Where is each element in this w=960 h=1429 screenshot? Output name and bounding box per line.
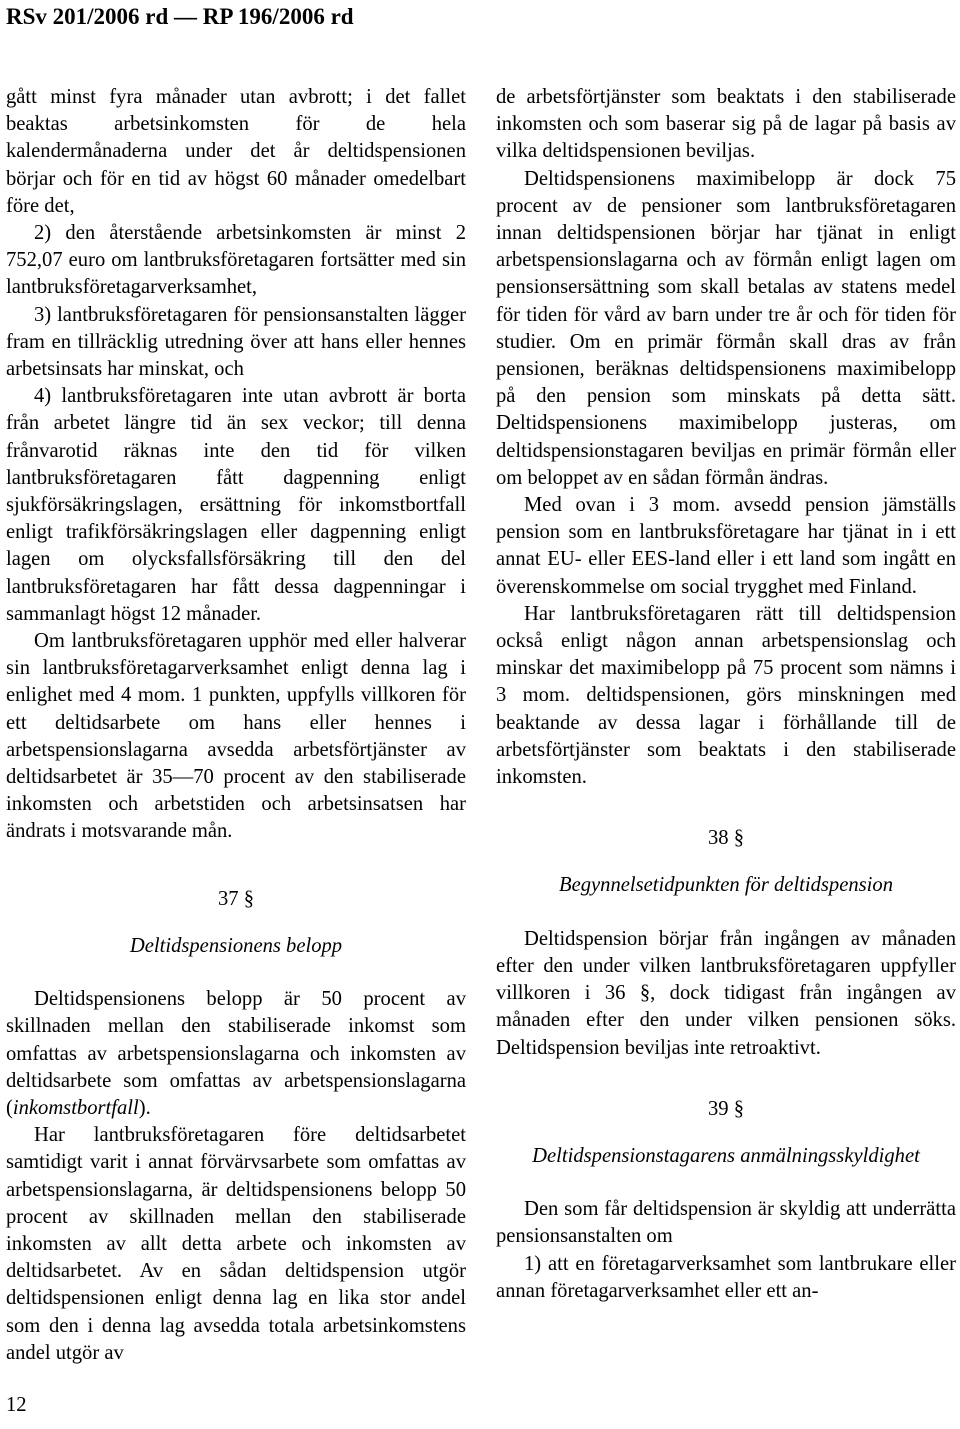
- paragraph: 1) att en företagarverksamhet som lantbrukare eller annan företagarverksamhet eller ett an-: [496, 1252, 956, 1302]
- section-title: Deltidspensionens belopp: [129, 934, 343, 957]
- text-run: Deltidspensionens belopp är 50 procent av skillnaden mellan den stabiliserade inkomst som omfattas av arbetspensionslagarna och inkomsten av deltidsarbete som omfattas av arbetspensionslagarna (: [6, 988, 466, 1119]
- paragraph: Den som får deltidspension är skyldig att underrätta pensionsanstalten om: [496, 1198, 956, 1248]
- section-number: 37 §: [217, 887, 255, 910]
- section-title: Deltidspensionstagarens anmälningsskyldighet: [532, 1144, 920, 1167]
- text-run: ).: [138, 1096, 151, 1119]
- page-number: 12: [6, 1394, 27, 1416]
- paragraph: Har lantbruksföretagaren rätt till deltidspension också enligt någon annan arbetspensionslag och minskar det maximibelopp på 75 procent som nämns i 3 mom. deltidspensionen, görs minskningen med beaktande av dessa lagar i förhållande till de arbetsförtjänster som beaktats i den stabiliserade inkomsten.: [496, 602, 956, 789]
- paragraph: Om lantbruksföretagaren upphör med eller halverar sin lantbruksföretagarverksamhet enligt denna lag i enlighet med 4 mom. 1 punkten, uppfylls villkoren för ett deltidsarbete om hans eller hennes i arbetspensionslagarna avsedda arbetsförtjänster av deltidsarbetet är 35—70 procent av den stabiliserade inkomsten och arbetstiden och arbetsinsatsen har ändrats i motsvarande mån.: [6, 630, 466, 843]
- section-title: Begynnelsetidpunkten för deltidspension: [558, 874, 893, 897]
- paragraph: gått minst fyra månader utan avbrott; i det fallet beaktas arbetsinkomsten för de hela kalendermånaderna under det år deltidspensionen börjar och för en tid av högst 60 månader omedelbart före det,: [6, 86, 466, 217]
- section-number: 39 §: [707, 1097, 745, 1120]
- paragraph: de arbetsförtjänster som beaktats i den stabiliserade inkomsten och som baserar sig på de lagar på basis av vilka deltidspensionen beviljas.: [496, 86, 956, 163]
- paragraph: 4) lantbruksföretagaren inte utan avbrott är borta från arbetet längre tid än sex veckor; till denna frånvarotid räknas inte den tid för vilken lantbruksföretagaren fått dagpenning enligt sjukförsäkringslagen, ersättning för inkomstbortfall enligt trafikförsäkringslagen eller dagpenning enligt lagen om olycksfallsförsäkring till den del lantbruksföretagaren har fått dessa dagpenningar i sammanlagt högst 12 månader.: [6, 385, 466, 625]
- paragraph: Med ovan i 3 mom. avsedd pension jämställs pension som en lantbruksföretagare har tjänat in i ett annat EU- eller EES-land eller i ett land som ingått en överenskommelse om social trygghet med Finland.: [496, 494, 956, 598]
- paragraph: Deltidspension börjar från ingången av månaden efter den under vilken lantbruksföretagaren uppfyller villkoren i 36 §, dock tidigast från ingången av månaden efter den under vilken pensionen söks. Deltidspension beviljas inte retroaktivt.: [496, 927, 956, 1059]
- paragraph: Deltidspensionens maximibelopp är dock 75 procent av de pensioner som lantbruksföretagaren innan deltidspensionen börjar har tjänat in enligt arbetspensionslagarna och av förmån enligt lagen om pensionsersättning som skall betalas av statens medel för tiden för vård av barn under tre år och för tiden för studier. Om en primär förmån skall dras av från pensionen, beräknas deltidspensionens maximibelopp på den pension som minskats på detta sätt. Deltidspensionens maximibelopp justeras, om deltidspensionstagaren beviljas en primär förmån eller om beloppet av en sådan förmån ändras.: [496, 167, 956, 489]
- paragraph: 3) lantbruksföretagaren för pensionsanstalten lägger fram en tillräcklig utredning över att hans eller hennes arbetsinsats har minskat, och: [6, 303, 466, 381]
- right-column: [496, 84, 956, 1305]
- left-column: [6, 84, 466, 1367]
- italic-term: inkomstbortfall: [12, 1096, 139, 1119]
- paragraph: 2) den återstående arbetsinkomsten är minst 2 752,07 euro om lantbruksföretagaren fortsätter med sin lantbruksföretagarverksamhet,: [6, 222, 466, 299]
- paragraph: Har lantbruksföretagaren före deltidsarbetet samtidigt varit i annat förvärvsarbete som omfattas av arbetspensionslagarna, är deltidspensionens belopp 50 procent av skillnaden mellan den stabiliserade inkomsten av allt detta arbete och inkomsten av deltidsarbetet. Av en sådan deltidspension utgör deltidspensionen enligt denna lag en lika stor andel som den i denna lag avsedda totala arbetsinkomstens andel utgör av: [6, 1124, 466, 1364]
- paragraph: [6, 986, 466, 1122]
- section-number: 38 §: [707, 827, 745, 850]
- running-title: RSv 201/2006 rd — RP 196/2006 rd: [6, 4, 354, 29]
